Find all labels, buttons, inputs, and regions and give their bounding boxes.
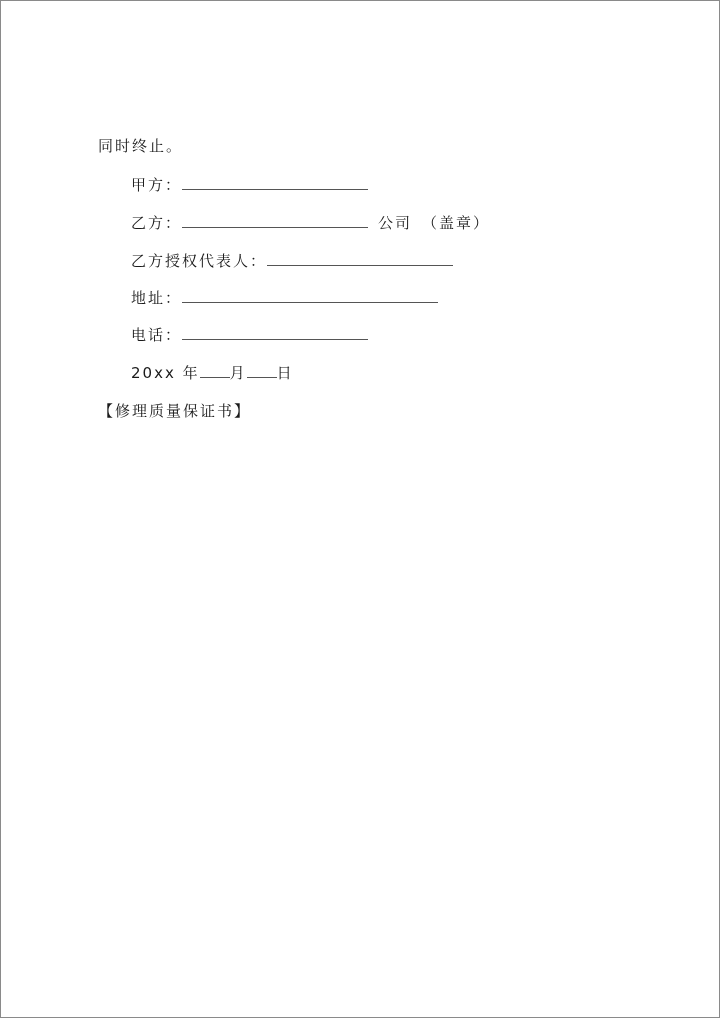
phone-blank — [182, 325, 368, 340]
party-b-rep-label: 乙方授权代表人： — [131, 252, 268, 270]
month-blank — [200, 363, 230, 378]
address-line — [131, 288, 438, 308]
party-b-line — [131, 213, 490, 233]
party-b-blank — [182, 213, 368, 228]
date-line — [131, 363, 294, 383]
phone-line — [131, 325, 368, 345]
day-blank — [247, 363, 277, 378]
party-a-blank — [182, 175, 368, 190]
phone-label: 电话： — [131, 326, 183, 344]
company-text: 公司 — [378, 214, 413, 232]
party-a-label: 甲方： — [131, 176, 183, 194]
address-label: 地址： — [131, 289, 183, 307]
date-year: 20xx 年 — [131, 364, 200, 382]
continuation-text: 同时终止。 — [98, 137, 184, 155]
party-b-rep-line — [131, 251, 453, 271]
section-title: 【修理质量保证书】 — [98, 402, 252, 420]
date-month: 月 — [229, 364, 247, 382]
party-a-line — [131, 175, 368, 195]
party-b-rep-blank — [267, 251, 453, 266]
address-blank — [182, 288, 438, 303]
date-day: 日 — [276, 364, 294, 382]
seal-text: （盖章） — [422, 214, 491, 232]
party-b-label: 乙方： — [131, 214, 183, 232]
